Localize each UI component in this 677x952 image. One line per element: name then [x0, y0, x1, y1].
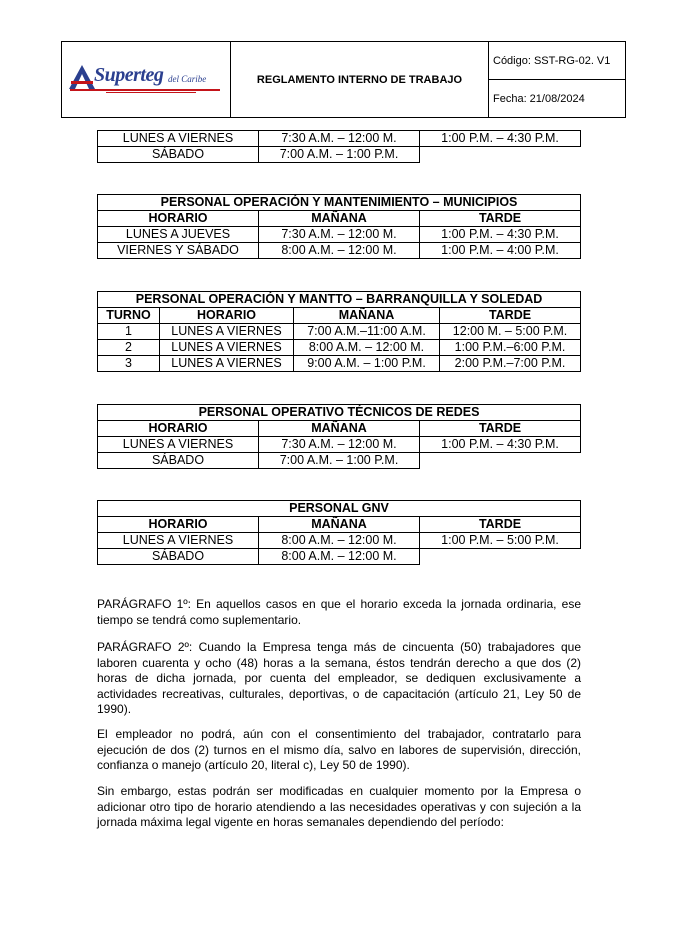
cell-manana: 7:00 A.M.–11:00 A.M. [294, 324, 440, 340]
cell-tarde: 1:00 P.M. – 4:30 P.M. [420, 437, 581, 453]
table-row [98, 549, 581, 565]
table-title: PERSONAL GNV [98, 501, 581, 517]
paragraph-2: PARÁGRAFO 2º: Cuando la Empresa tenga más de cincuenta (50) trabajadores que laboren cuarenta y ocho (48) horas a la semana, éstos tendrán derecho a que dos (2) horas de dicha jornada, por cuenta del empleador, se dediquen exclusivamente a actividades recreativas, culturales, deportivas, o de capacitación (artículo 21, Ley 50 de 1990). [97, 640, 581, 717]
table-row [98, 340, 581, 356]
cell-horario: LUNES A VIERNES [98, 437, 259, 453]
cell-tarde: 1:00 P.M. – 4:00 P.M. [420, 243, 581, 259]
cell-horario: SÁBADO [98, 549, 259, 565]
cell-horario: VIERNES Y SÁBADO [98, 243, 259, 259]
paragraph-3: El empleador no podrá, aún con el consentimiento del trabajador, contratarlo para ejecución de dos (2) turnos en el mismo día, salvo en labores de supervisión, dirección, confianza o manejo (artículo 20, literal c), Ley 50 de 1990). [97, 727, 581, 773]
table-title: PERSONAL OPERACIÓN Y MANTTO – BARRANQUILLA Y SOLEDAD [98, 292, 581, 308]
cell-manana: 7:30 A.M. – 12:00 M. [259, 437, 420, 453]
cell-horario: LUNES A VIERNES [160, 340, 294, 356]
cell-manana: 7:30 A.M. – 12:00 M. [259, 227, 420, 243]
column-header: TARDE [420, 211, 581, 227]
document-code: Código: SST-RG-02. V1 [489, 42, 626, 80]
cell-horario: LUNES A VIERNES [98, 131, 259, 147]
cell-turno: 1 [98, 324, 160, 340]
cell-horario: LUNES A VIERNES [160, 324, 294, 340]
table-row [98, 453, 581, 469]
cell-tarde: 1:00 P.M. – 4:30 P.M. [420, 227, 581, 243]
cell-horario: LUNES A JUEVES [98, 227, 259, 243]
table-row [98, 437, 581, 453]
logo-stripe-2 [106, 92, 196, 93]
table-row [98, 131, 581, 147]
cell-manana: 8:00 A.M. – 12:00 M. [259, 243, 420, 259]
cell-tarde: 2:00 P.M.–7:00 P.M. [440, 356, 581, 372]
schedule-table-gnv [97, 500, 581, 565]
cell-manana: 7:00 A.M. – 1:00 P.M. [259, 147, 420, 163]
cell-manana: 9:00 A.M. – 1:00 P.M. [294, 356, 440, 372]
table-header-row [98, 517, 581, 533]
schedule-table-tecnicos [97, 404, 581, 469]
column-header: HORARIO [160, 308, 294, 324]
company-logo [66, 60, 226, 100]
table-row [98, 356, 581, 372]
document-header [61, 41, 626, 118]
schedule-table-municipios [97, 194, 581, 259]
table-header-row [98, 211, 581, 227]
document-title: REGLAMENTO INTERNO DE TRABAJO [231, 42, 489, 118]
cell-manana: 7:00 A.M. – 1:00 P.M. [259, 453, 420, 469]
logo-brand: Superteg [94, 63, 164, 86]
table-row [98, 243, 581, 259]
table-title: PERSONAL OPERACIÓN Y MANTENIMIENTO – MUNICIPIOS [98, 195, 581, 211]
table-header-row [98, 421, 581, 437]
column-header: TURNO [98, 308, 160, 324]
table-row [98, 147, 581, 163]
cell-manana: 8:00 A.M. – 12:00 M. [294, 340, 440, 356]
column-header: HORARIO [98, 211, 259, 227]
table-title-row [98, 501, 581, 517]
table-header-row [98, 308, 581, 324]
cell-turno: 3 [98, 356, 160, 372]
cell-tarde: 12:00 M. – 5:00 P.M. [440, 324, 581, 340]
column-header: MAÑANA [259, 421, 420, 437]
table-title-row [98, 405, 581, 421]
logo-subtitle: del Caribe [168, 73, 207, 84]
cell-tarde: 1:00 P.M.–6:00 P.M. [440, 340, 581, 356]
column-header: TARDE [440, 308, 581, 324]
column-header: MAÑANA [259, 517, 420, 533]
paragraph-1: PARÁGRAFO 1º: En aquellos casos en que el horario exceda la jornada ordinaria, ese tiempo se tendrá como suplementario. [97, 597, 581, 627]
cell-tarde: 1:00 P.M. – 5:00 P.M. [420, 533, 581, 549]
logo-a-icon [68, 64, 96, 90]
table-title-row [98, 195, 581, 211]
cell-horario: LUNES A VIERNES [98, 533, 259, 549]
paragraph-4: Sin embargo, estas podrán ser modificadas en cualquier momento por la Empresa o adicionar otro tipo de horario atendiendo a las necesidades operativas y con sujeción a la jornada máxima legal vigente en horas semanales dependiendo del período: [97, 784, 581, 830]
column-header: MAÑANA [259, 211, 420, 227]
column-header: TARDE [420, 517, 581, 533]
table-row [98, 324, 581, 340]
table-title: PERSONAL OPERATIVO TÉCNICOS DE REDES [98, 405, 581, 421]
table-row [98, 533, 581, 549]
schedule-table-barranquilla [97, 291, 581, 372]
cell-horario: SÁBADO [98, 147, 259, 163]
column-header: HORARIO [98, 421, 259, 437]
cell-tarde: 1:00 P.M. – 4:30 P.M. [420, 131, 581, 147]
table-title-row [98, 292, 581, 308]
cell-turno: 2 [98, 340, 160, 356]
cell-horario: SÁBADO [98, 453, 259, 469]
table-row [98, 227, 581, 243]
logo-stripe [70, 89, 220, 91]
cell-manana: 8:00 A.M. – 12:00 M. [259, 533, 420, 549]
column-header: HORARIO [98, 517, 259, 533]
schedule-table-continued [97, 130, 581, 163]
document-date: Fecha: 21/08/2024 [489, 80, 626, 118]
cell-horario: LUNES A VIERNES [160, 356, 294, 372]
column-header: MAÑANA [294, 308, 440, 324]
cell-manana: 7:30 A.M. – 12:00 M. [259, 131, 420, 147]
logo-cell [62, 42, 231, 118]
column-header: TARDE [420, 421, 581, 437]
cell-manana: 8:00 A.M. – 12:00 M. [259, 549, 420, 565]
